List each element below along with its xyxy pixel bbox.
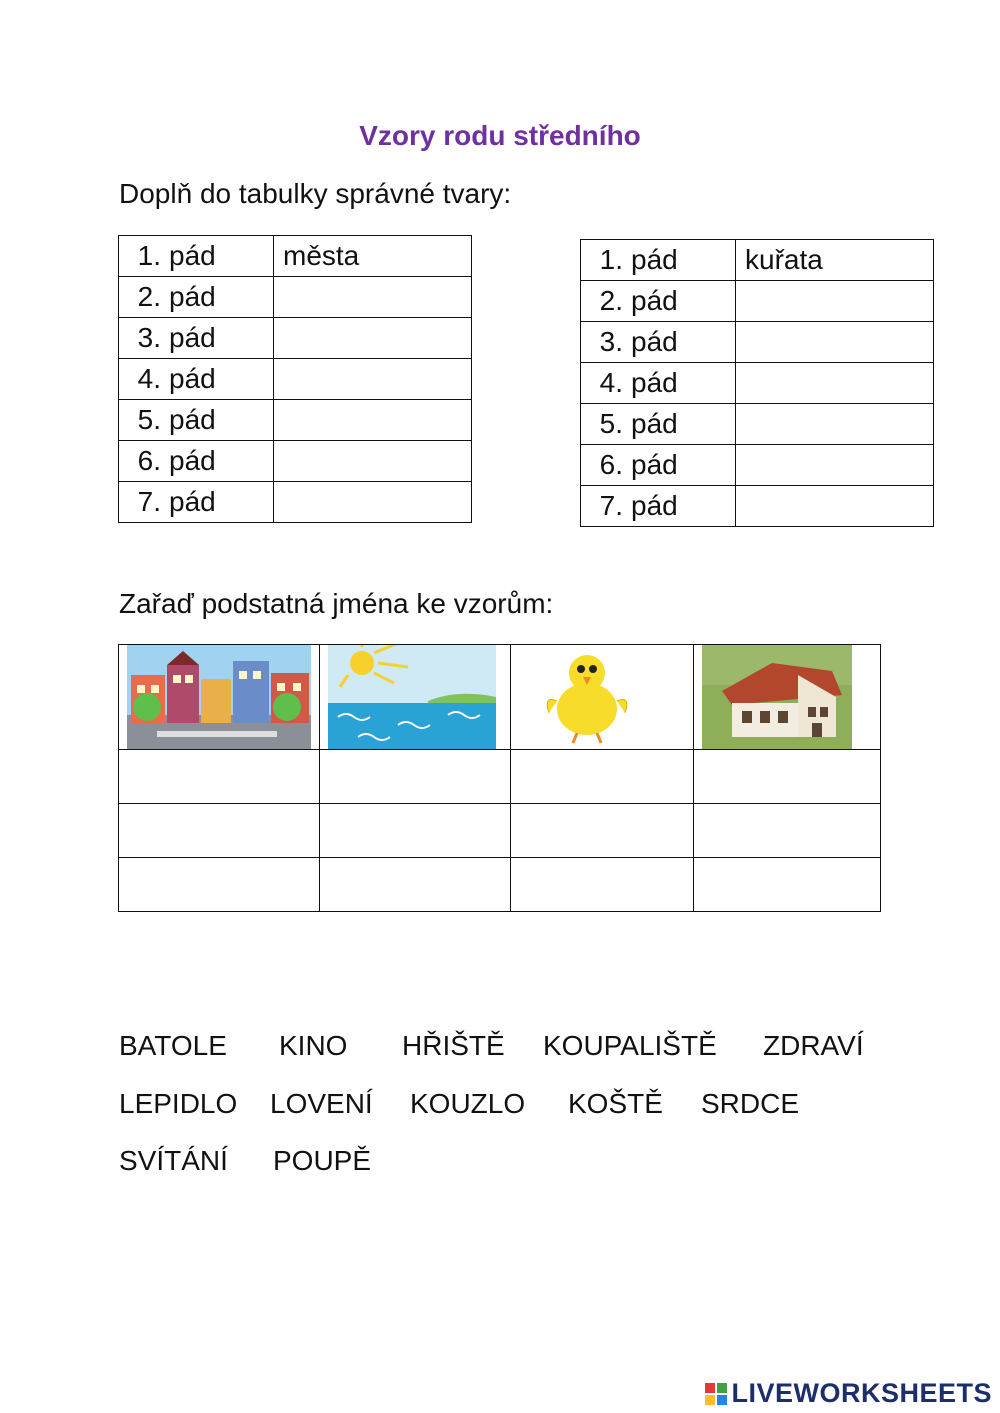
case-row — [581, 486, 934, 527]
answer-cell[interactable] — [119, 804, 320, 858]
case-answer-cell[interactable] — [736, 404, 934, 445]
word-item[interactable]: BATOLE — [119, 1030, 227, 1061]
case-word: pád — [631, 449, 678, 480]
case-row — [581, 322, 934, 363]
pattern-column-staveni — [694, 645, 881, 750]
word-item[interactable]: KOUPALIŠTĚ — [543, 1030, 717, 1061]
answer-cell[interactable] — [119, 858, 320, 912]
case-row — [119, 318, 472, 359]
answer-cell[interactable] — [694, 804, 881, 858]
word-item[interactable]: LOVENÍ — [270, 1088, 373, 1119]
case-number: 4. — [137, 363, 161, 394]
case-word: pád — [169, 445, 216, 476]
case-label — [581, 322, 736, 363]
sorting-table — [118, 644, 881, 912]
sorting-row — [119, 750, 881, 804]
case-number: 1. — [599, 244, 623, 275]
case-row — [119, 400, 472, 441]
case-word: pád — [169, 404, 216, 435]
case-label — [581, 486, 736, 527]
case-word: pád — [631, 244, 678, 275]
declension-table-mesto — [118, 235, 472, 523]
answer-cell[interactable] — [320, 858, 511, 912]
case-label — [119, 400, 274, 441]
case-label — [119, 277, 274, 318]
case-row — [581, 281, 934, 322]
case-word: pád — [631, 367, 678, 398]
case-word: pád — [631, 408, 678, 439]
pattern-column-more — [320, 645, 511, 750]
case-number: 3. — [599, 326, 623, 357]
word-item[interactable]: SRDCE — [701, 1088, 800, 1119]
case-number: 3. — [137, 322, 161, 353]
case-answer-cell[interactable] — [274, 359, 472, 400]
case-row — [119, 482, 472, 523]
answer-cell[interactable] — [511, 804, 694, 858]
case-word: pád — [169, 486, 216, 517]
word-item[interactable]: ZDRAVÍ — [763, 1030, 864, 1061]
case-word: pád — [169, 240, 216, 271]
case-number: 1. — [137, 240, 161, 271]
case-answer-cell[interactable] — [274, 441, 472, 482]
case-answer-cell[interactable] — [274, 318, 472, 359]
answer-cell[interactable] — [119, 750, 320, 804]
word-item[interactable]: KOUZLO — [410, 1088, 526, 1119]
case-number: 7. — [137, 486, 161, 517]
case-word: pád — [169, 281, 216, 312]
case-answer-cell[interactable] — [736, 322, 934, 363]
brand-logo — [705, 1378, 992, 1409]
word-item[interactable]: POUPĚ — [273, 1145, 372, 1176]
case-row — [581, 240, 934, 281]
answer-cell[interactable] — [694, 750, 881, 804]
case-word: pád — [631, 285, 678, 316]
case-word: pád — [631, 326, 678, 357]
case-word: pád — [631, 490, 678, 521]
case-row — [119, 359, 472, 400]
instruction-fill-table: Doplň do tabulky správné tvary: — [119, 178, 512, 209]
case-answer-cell[interactable] — [736, 363, 934, 404]
case-answer-cell[interactable] — [736, 281, 934, 322]
case-answer-cell: města — [274, 236, 472, 277]
case-label — [119, 441, 274, 482]
case-number: 2. — [599, 285, 623, 316]
pattern-column-kure — [511, 645, 694, 750]
brand-text: LIVEWORKSHEETS — [731, 1378, 992, 1408]
answer-cell[interactable] — [511, 858, 694, 912]
town-illustration — [127, 645, 311, 749]
chick-illustration — [527, 645, 647, 749]
case-number: 2. — [137, 281, 161, 312]
sorting-row — [119, 858, 881, 912]
case-row — [581, 445, 934, 486]
answer-cell[interactable] — [320, 750, 511, 804]
case-answer-cell[interactable] — [274, 482, 472, 523]
sea-and-sun-illustration — [328, 645, 496, 749]
case-label — [581, 281, 736, 322]
page-title: Vzory rodu středního — [359, 120, 641, 151]
word-item[interactable]: HŘIŠTĚ — [402, 1030, 505, 1061]
case-answer-cell[interactable] — [736, 486, 934, 527]
case-label — [581, 240, 736, 281]
case-number: 5. — [599, 408, 623, 439]
case-word: pád — [169, 363, 216, 394]
case-label — [119, 318, 274, 359]
case-label — [119, 236, 274, 277]
case-row — [581, 404, 934, 445]
answer-cell[interactable] — [320, 804, 511, 858]
case-number: 7. — [599, 490, 623, 521]
case-row — [581, 363, 934, 404]
case-row — [119, 277, 472, 318]
case-label — [581, 404, 736, 445]
word-item[interactable]: SVÍTÁNÍ — [119, 1145, 228, 1176]
case-label — [119, 482, 274, 523]
word-item[interactable]: KINO — [279, 1030, 348, 1061]
declension-table-kure — [580, 239, 934, 527]
case-answer-cell[interactable] — [736, 445, 934, 486]
case-answer-cell[interactable] — [274, 277, 472, 318]
case-answer-cell: kuřata — [736, 240, 934, 281]
word-item[interactable]: KOŠTĚ — [568, 1088, 663, 1119]
pattern-column-mesto — [119, 645, 320, 750]
case-row — [119, 441, 472, 482]
answer-cell[interactable] — [511, 750, 694, 804]
case-answer-cell[interactable] — [274, 400, 472, 441]
word-item[interactable]: LEPIDLO — [119, 1088, 238, 1119]
house-illustration — [702, 645, 852, 749]
case-number: 4. — [599, 367, 623, 398]
case-number: 5. — [137, 404, 161, 435]
answer-cell[interactable] — [694, 858, 881, 912]
case-row — [119, 236, 472, 277]
brand-icon — [705, 1383, 727, 1405]
case-label — [119, 359, 274, 400]
case-word: pád — [169, 322, 216, 353]
case-label — [581, 363, 736, 404]
case-number: 6. — [599, 449, 623, 480]
instruction-sort-nouns: Zařaď podstatná jména ke vzorům: — [119, 588, 554, 619]
case-number: 6. — [137, 445, 161, 476]
case-label — [581, 445, 736, 486]
sorting-row — [119, 804, 881, 858]
